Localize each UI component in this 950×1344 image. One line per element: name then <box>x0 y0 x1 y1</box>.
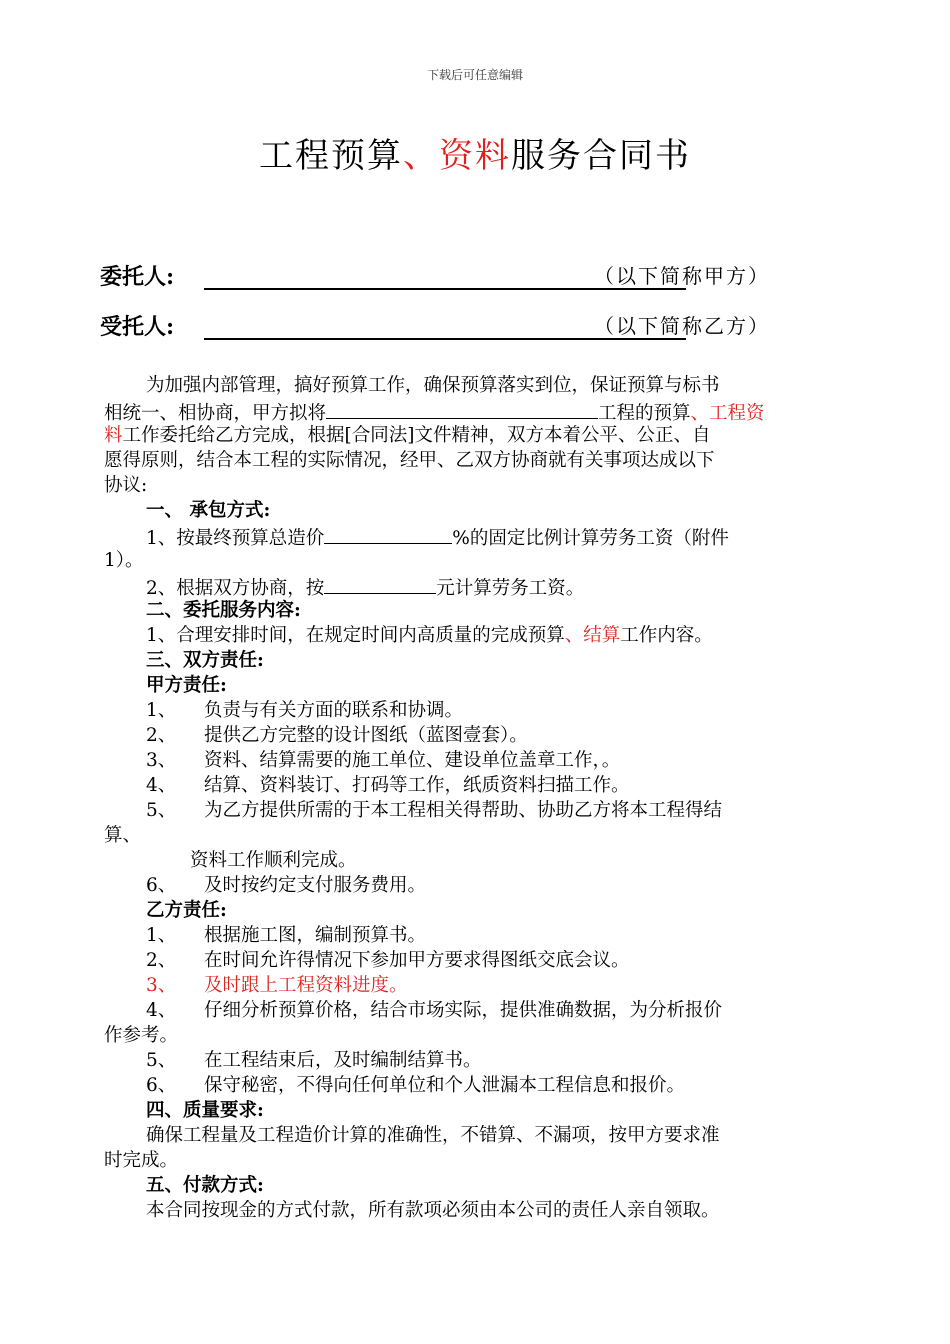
party-a-duties-heading: 甲方责任: <box>146 675 227 696</box>
s1-item-1-b: %的固定比例计算劳务工资（附件 <box>452 528 729 549</box>
intro-line-1: 为加强内部管理，搞好预算工作，确保预算落实到位，保证预算与标书 <box>146 375 720 396</box>
s1-item-2-b: 元计算劳务工资。 <box>436 578 585 599</box>
intro-line-2 <box>104 398 846 424</box>
duty-text: 在工程结束后，及时编制结算书。 <box>204 1050 482 1071</box>
duty-number: 3、 <box>146 750 177 771</box>
s1-item-2-a: 2、根据双方协商，按 <box>146 578 325 599</box>
duty-number: 6、 <box>146 1075 177 1096</box>
party-b-duty-4 <box>146 998 888 1024</box>
section-5-heading: 五、付款方式: <box>146 1175 264 1196</box>
duty-number: 2、 <box>146 950 177 971</box>
duty-text: 及时跟上工程资料进度。 <box>204 975 408 996</box>
intro-line-3-a: 料 <box>104 425 123 446</box>
party-a-duty-5-cont-2: 资料工作顺利完成。 <box>190 850 357 871</box>
duty-number: 1、 <box>146 700 177 721</box>
party-contractor-label: 受托人: <box>100 314 175 340</box>
s1-item-1-a: 1、按最终预算总造价 <box>146 528 325 549</box>
title-part-2: 、资料 <box>403 136 511 176</box>
s4-line-2: 时完成。 <box>104 1150 179 1171</box>
duty-text: 结算、资料装订、打码等工作，纸质资料扫描工作。 <box>204 775 630 796</box>
header-note: 下载后可任意编辑 <box>426 68 523 82</box>
duty-number: 3、 <box>146 975 177 996</box>
intro-line-4: 愿得原则，结合本工程的实际情况，经甲、乙双方协商就有关事项达成以下 <box>104 450 715 471</box>
duty-number: 5、 <box>146 800 177 821</box>
duty-text: 仔细分析预算价格，结合市场实际，提供准确数据，为分析报价 <box>204 1000 723 1021</box>
duty-number: 5、 <box>146 1050 177 1071</box>
section-2-heading: 二、委托服务内容: <box>146 600 301 621</box>
s1-item-1-cont: 1）。 <box>104 550 144 571</box>
party-b-duty-1 <box>146 923 888 949</box>
section-1-heading: 一、 承包方式: <box>146 500 271 521</box>
duty-text: 根据施工图，编制预算书。 <box>204 925 427 946</box>
party-a-duty-3 <box>146 748 888 774</box>
s2-item-1-a: 1、合理安排时间，在规定时间内高质量的完成预算 <box>146 625 565 646</box>
intro-line-2-b: 工程的预算 <box>598 403 691 424</box>
s4-line-1: 确保工程量及工程造价计算的准确性，不错算、不漏项，按甲方要求准 <box>146 1125 720 1146</box>
duty-text: 保守秘密，不得向任何单位和个人泄漏本工程信息和报价。 <box>204 1075 686 1096</box>
duty-text: 提供乙方完整的设计图纸（蓝图壹套）。 <box>204 725 528 746</box>
s1-item-2 <box>146 573 888 599</box>
party-b-duties-heading: 乙方责任: <box>146 900 227 921</box>
amount-blank <box>324 573 436 594</box>
duty-text: 及时按约定支付服务费用。 <box>204 875 427 896</box>
duty-text: 负责与有关方面的联系和协调。 <box>204 700 464 721</box>
section-3-heading: 三、双方责任: <box>146 650 264 671</box>
duty-text: 为乙方提供所需的于本工程相关得帮助、协助乙方将本工程得结 <box>204 800 723 821</box>
duty-number: 4、 <box>146 1000 177 1021</box>
party-a-duty-6 <box>146 873 888 899</box>
party-client-label: 委托人: <box>100 264 175 290</box>
party-b-duty-3 <box>146 973 888 999</box>
intro-line-2-a: 相统一、相协商，甲方拟将 <box>104 403 327 424</box>
percentage-blank <box>324 523 452 544</box>
party-a-duty-2 <box>146 723 888 749</box>
s2-item-1-c: 工作内容。 <box>620 625 713 646</box>
party-b-duty-4-cont: 作参考。 <box>104 1025 179 1046</box>
party-a-duty-5-cont-1: 算、 <box>104 825 142 846</box>
party-b-duty-6 <box>146 1073 888 1099</box>
party-a-duty-4 <box>146 773 888 799</box>
title-part-1: 工程预算 <box>259 136 403 176</box>
duty-number: 4、 <box>146 775 177 796</box>
duty-text: 在时间允许得情况下参加甲方要求得图纸交底会议。 <box>204 950 630 971</box>
project-name-blank <box>326 398 598 419</box>
s2-item-1 <box>146 623 888 649</box>
intro-line-5: 协议: <box>104 475 148 496</box>
title-part-3: 服务合同书 <box>511 136 691 176</box>
party-a-duty-1 <box>146 698 888 724</box>
party-client-note: （以下简称甲方） <box>594 264 770 288</box>
s5-line-1: 本合同按现金的方式付款，所有款项必须由本公司的责任人亲自领取。 <box>146 1200 720 1221</box>
duty-number: 1、 <box>146 925 177 946</box>
intro-line-3-b: 工作委托给乙方完成，根据[合同法]文件精神，双方本着公平、公正、自 <box>122 425 711 446</box>
intro-line-3 <box>104 423 846 449</box>
party-b-duty-2 <box>146 948 888 974</box>
intro-line-2-c: 、工程资 <box>690 403 765 424</box>
duty-number: 6、 <box>146 875 177 896</box>
duty-text: 资料、结算需要的施工单位、建设单位盖章工作，。 <box>204 750 621 771</box>
s2-item-1-b: 、结算 <box>564 625 621 646</box>
section-4-heading: 四、质量要求: <box>146 1100 264 1121</box>
party-b-duty-5 <box>146 1048 888 1074</box>
party-contractor-note: （以下简称乙方） <box>594 314 770 338</box>
duty-number: 2、 <box>146 725 177 746</box>
document-title <box>0 128 950 177</box>
s1-item-1 <box>146 523 846 549</box>
party-a-duty-5 <box>146 798 888 824</box>
